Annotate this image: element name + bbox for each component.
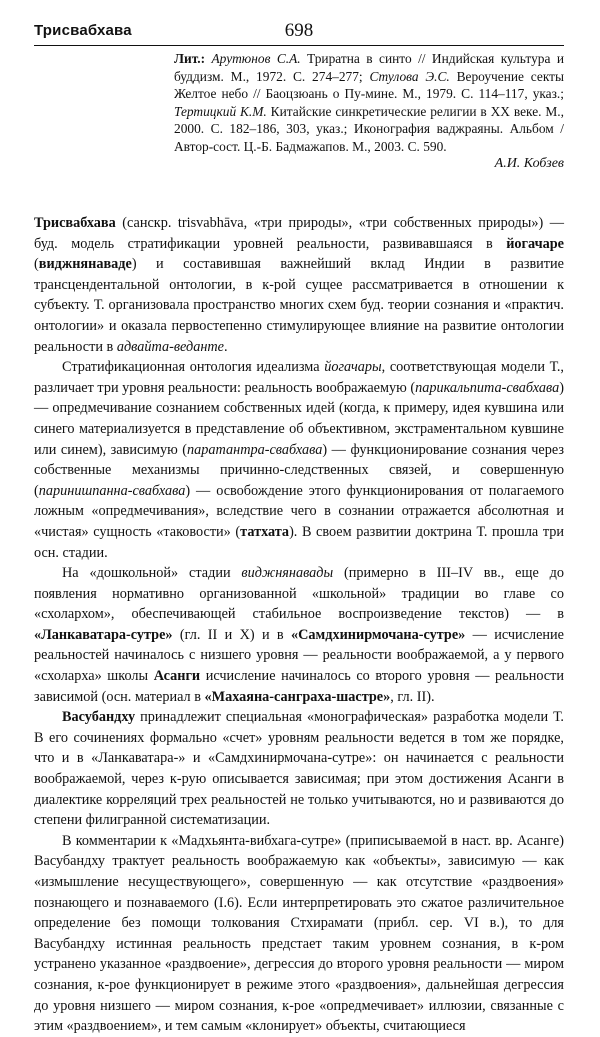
text-run: Китайские синкретические религии в XX веке. М., 2000. С. 182–186, 303, указ.; Иконография ваджраяны. Альбом / Автор-сост. Ц.-Б. Бадмажапов. М., 2003. С. 590. — [174, 103, 565, 154]
bold-term: виджнянаваде — [38, 256, 132, 273]
bold-term: «Махаяна-санграха-шастре» — [204, 688, 391, 705]
text-run: принадлежит специальная «монографическая» разработка модели Т. В его сочинениях формально «счет» уровням реальности ведется в том же порядке, что и в «Ланкаватара-» и «Самдхинирмочана-сутре»: он начинается с реальности воображаемой, через к-рую описывается зависимая; при этом достижения Асанги в диалектике корреляций трех реальностей не только учитываются, но и развиваются до степени филигранной систематизации. — [34, 709, 564, 829]
article-paragraph — [34, 213, 564, 357]
text-run: исчисление начиналось со второго уровня — реальности зависимой (осн. материал в — [34, 668, 564, 705]
text-run: — исчисление реальностей начиналось с низшего уровня — реальности воображаемой, а у первого «схоларха» школы — [34, 626, 564, 685]
article-paragraph — [34, 707, 564, 831]
literature-block — [174, 50, 564, 156]
article-paragraph — [34, 831, 564, 1037]
text-run: ) и составившая важнейший вклад Индии в развитие трансцендентальной онтологии, в к-рой сущее рассматривается в отношении к субъекту. Т. организовала пространство многих схем буд. теории сознания и «практич. онтологии» и оказала первостепенно стимулирующее влияние на развитие онтологии реальности в — [34, 256, 564, 355]
italic-term: йогачары — [324, 359, 382, 376]
text-run: ) — функционирование сознания через собственные механизмы причинно-следственных связей, и совершенную ( — [34, 441, 565, 499]
text-run: Триратна в синто // Индийская культура и буддизм. М., 1972. С. 274–277; — [174, 51, 564, 84]
text-run: ). В своем развитии доктрина Т. прошла три осн. стадии. — [34, 523, 564, 561]
italic-term: адвайта-веданте — [116, 338, 225, 355]
text-run: В комментарии к «Мадхьянта-вибхага-сутре» (приписываемой в наст. вр. Асанге) Васубандху трактует реальность воображаемую как «объекты», зависимую — как «измышление несуществующего», совершенную — как отсутствие «раздвоения» познающего и познаваемого (I.6). Если интерпретировать это сжатое различительное определение без помощи толкования Стхирамати (прибл. сер. VI в.), то для Васубандху истинная реальность предстает таким уровнем сознания, в к-ром устранено указанное «раздвоение», дегрессия до второго уровня реальности — миром сознания, к-рое функционирует в режиме этого «раздвоения», дальнейшая дегрессия до уровня низшего — миром сознания, к-рое «опредмечивает» иллюзии, связанные с этим «раздвоением», и тем самым «клонирует» объекты, считающиеся — [34, 832, 564, 1035]
literature-text — [174, 51, 564, 154]
header-rule — [34, 45, 564, 46]
text-run: На «дошкольной» стадии — [62, 565, 242, 582]
text-run: , гл. II). — [390, 688, 435, 705]
article-author: А.И. Кобзев — [494, 156, 564, 171]
text-run: Вероучение секты Желтое небо // Баоцзюань о Пу-мине. М., 1979. С. 114–117, указ.; — [174, 68, 564, 102]
italic-term: Арутюнов С.А. — [211, 51, 301, 66]
text-run: Стратификационная онтология идеализма — [62, 359, 325, 376]
article-body — [34, 213, 564, 1037]
bold-term: Асанги — [153, 668, 201, 685]
text-run: ) — освобождение этого функционирования от полагаемого ложным «опредмечивания», вследствие чего в сознании отражается абсолютная и «чистая» сущность «таковости» ( — [34, 482, 564, 540]
italic-term: виджнянавады — [241, 565, 334, 582]
literature-label: Лит.: — [174, 51, 206, 66]
bold-term: «Самдхинирмочана-сутре» — [291, 626, 466, 643]
running-head: Трисвабхава — [34, 22, 132, 39]
bold-term: йогачаре — [506, 235, 564, 252]
article-paragraph — [34, 563, 564, 707]
text-run: , соответствующая модели Т., различает три уровня реальности: реальность воображаемую ( — [34, 359, 564, 396]
bold-term: «Ланкаватара-сутре» — [34, 626, 173, 643]
bold-term: татхата — [240, 523, 290, 540]
page-number: 698 — [284, 20, 314, 41]
italic-term: паратантра-свабхава — [187, 441, 323, 458]
italic-term: паринишпанна-свабхава — [38, 482, 186, 499]
literature-paragraph — [174, 50, 564, 156]
page-header — [34, 20, 564, 44]
italic-term: Тертицкий К.М. — [174, 103, 267, 119]
italic-term: Стулова Э.С. — [369, 68, 450, 84]
text-run: (примерно в III–IV вв., еще до появления нормативно организованной «школьной» традиции во главе со «схолархом», обеспечивающей стабильное воспроизведение текстов) — в — [34, 565, 564, 623]
text-run: (гл. II и X) и в — [172, 626, 292, 643]
text-run: ) — опредмечивание сознанием собственных идей (когда, к примеру, идея кувшина или синего материализуется в представление об объективном, экстраментальном кувшине или синем), зависимую ( — [34, 379, 564, 458]
bold-term: Васубандху — [62, 709, 136, 726]
text-run: (санскр. trisvabhāva, «три природы», «три собственных природы») — буд. модель стратификации уровней реальности, развивавшаяся в — [34, 215, 564, 252]
article-paragraph — [34, 357, 564, 563]
bold-term: Трисвабхава — [34, 215, 116, 231]
text-run: . — [224, 338, 228, 355]
text-run: ( — [34, 256, 39, 273]
italic-term: парикальпита-свабхава — [415, 379, 560, 396]
